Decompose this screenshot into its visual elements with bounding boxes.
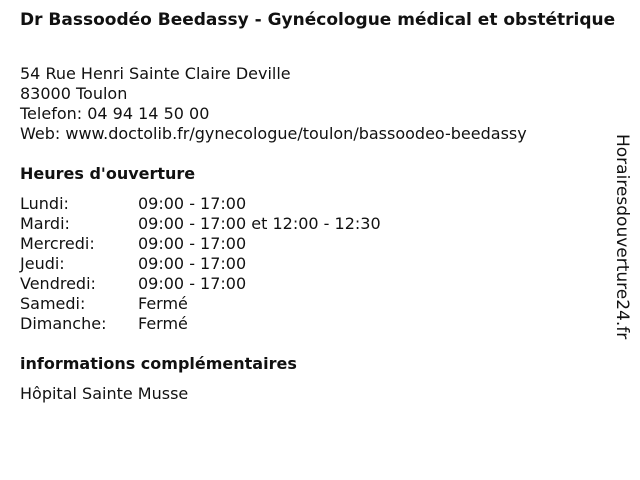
day-label: Jeudi: [20, 254, 65, 273]
hours-row-jeudi [20, 254, 381, 274]
time-value: 09:00 - 17:00 et 12:00 - 12:30 [138, 214, 381, 233]
hours-row-mercredi [20, 234, 381, 254]
street-address: 54 Rue Henri Sainte Claire Deville [20, 64, 291, 83]
time-value: 09:00 - 17:00 [138, 234, 247, 253]
time-value: 09:00 - 17:00 [138, 254, 247, 273]
additional-info-text: Hôpital Sainte Musse [20, 384, 189, 403]
hours-row-lundi [20, 194, 381, 214]
day-label: Lundi: [20, 194, 69, 213]
address-block [20, 64, 527, 144]
hours-row-samedi [20, 294, 381, 314]
day-label: Mardi: [20, 214, 70, 233]
day-label: Mercredi: [20, 234, 95, 253]
day-label: Samedi: [20, 294, 86, 313]
hours-row-dimanche [20, 314, 381, 334]
city: 83000 Toulon [20, 84, 128, 103]
opening-hours-table [20, 194, 381, 334]
page-title: Dr Bassoodéo Beedassy - Gynécologue médical et obstétrique [20, 10, 616, 30]
time-value: Fermé [138, 314, 188, 333]
hours-row-vendredi [20, 274, 381, 294]
day-label: Vendredi: [20, 274, 96, 293]
website-link: Web: www.doctolib.fr/gynecologue/toulon/bassoodeo-beedassy [20, 124, 527, 143]
day-label: Dimanche: [20, 314, 107, 333]
time-value: 09:00 - 17:00 [138, 274, 247, 293]
time-value: Fermé [138, 294, 188, 313]
hours-row-mardi [20, 214, 381, 234]
phone-number: Telefon: 04 94 14 50 00 [20, 104, 210, 123]
time-value: 09:00 - 17:00 [138, 194, 247, 213]
additional-info-heading: informations complémentaires [20, 354, 297, 373]
opening-hours-heading: Heures d'ouverture [20, 164, 196, 183]
site-watermark: Horairesdouverture24.fr [612, 134, 632, 340]
